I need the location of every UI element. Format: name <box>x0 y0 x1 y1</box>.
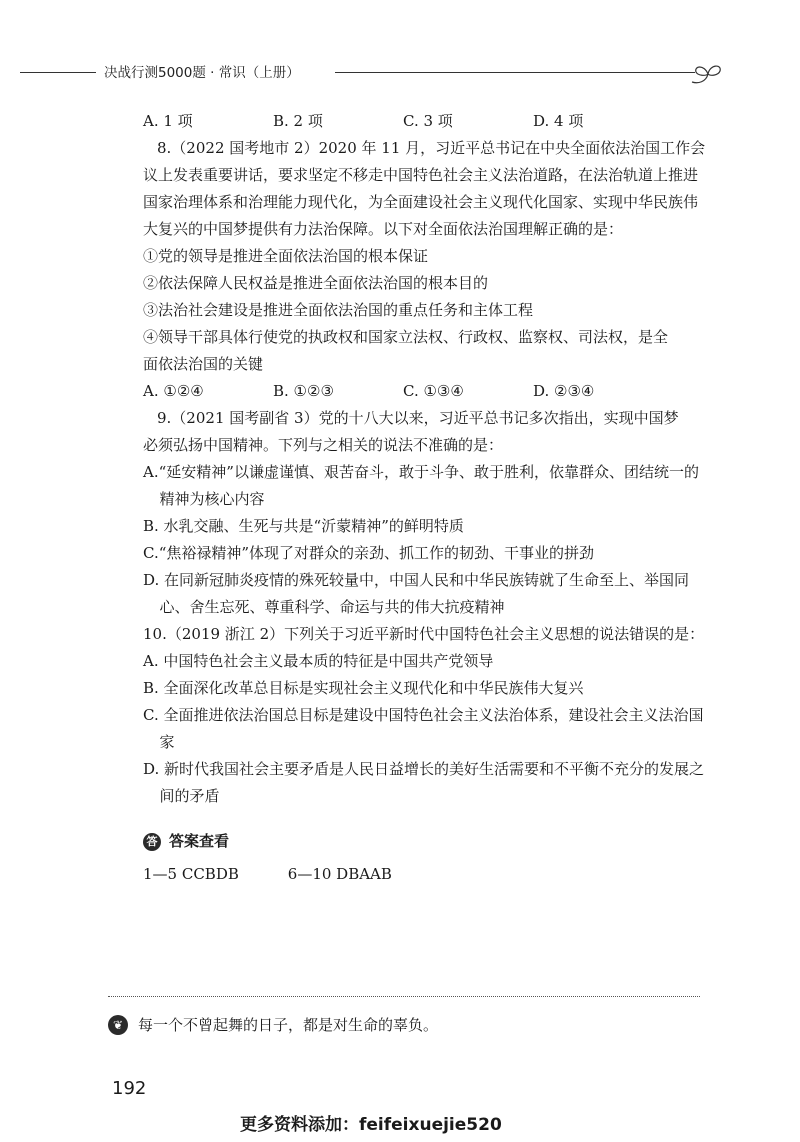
question-9-stem-line: 必须弘扬中国精神。下列与之相关的说法不准确的是： <box>143 436 504 454</box>
option-d: D. 4 项 <box>533 112 584 130</box>
leaf-icon: ❦ <box>108 1015 128 1035</box>
answer-heading-text: 答案查看 <box>169 832 230 850</box>
statement-2: ②依法保障人民权益是推进全面依法治国的根本目的 <box>143 274 489 292</box>
statement-3: ③法治社会建设是推进全面依法治国的重点任务和主体工程 <box>143 301 534 319</box>
option-c: C. 全面推进依法治国总目标是建设中国特色社会主义法治体系，建设社会主义法治国家 <box>143 706 704 751</box>
answer-badge-icon: 答 <box>143 833 161 851</box>
book-title: 决战行测5000题 · 常识（上册） <box>104 65 300 81</box>
question-9 <box>143 405 711 621</box>
question-8-stem-line: 议上发表重要讲话，要求坚定不移走中国特色社会主义法治道路，在法治轨道上推进 <box>143 166 699 184</box>
question-9-stem-line: 9.（2021 国考副省 3）党的十八大以来，习近平总书记多次指出，实现中国梦 <box>157 409 679 427</box>
option-d: D. ②③④ <box>533 382 595 400</box>
motto-text: 每一个不曾起舞的日子，都是对生命的辜负。 <box>138 1016 439 1034</box>
statement-1: ①党的领导是推进全面依法治国的根本保证 <box>143 247 429 265</box>
question-8 <box>143 135 711 405</box>
question-8-options <box>143 378 711 405</box>
motto <box>108 1014 438 1035</box>
option-c: C. 3 项 <box>403 112 453 130</box>
option-a: A. ①②④ <box>143 382 204 400</box>
question-8-stem-line: 国家治理体系和治理能力现代化，为全面建设社会主义现代化国家、实现中华民族伟 <box>143 193 699 211</box>
previous-question-options <box>143 108 711 135</box>
question-10-stem: 10.（2019 浙江 2）下列关于习近平新时代中国特色社会主义思想的说法错误的是： <box>143 625 705 643</box>
option-b: B. 2 项 <box>273 112 323 130</box>
answers-6-10: 6—10 DBAAB <box>287 865 392 883</box>
page-header <box>20 56 720 86</box>
option-b: B. 水乳交融、生死与共是“沂蒙精神”的鲜明特质 <box>143 517 464 535</box>
option-a: A. 1 项 <box>143 112 193 130</box>
option-a: A.“延安精神”以谦虚谨慎、艰苦奋斗，敢于斗争、敢于胜利，依靠群众、团结统一的精神为核心内容 <box>143 463 699 508</box>
option-b: B. ①②③ <box>273 382 334 400</box>
option-c: C.“焦裕禄精神”体现了对群众的亲劲、抓工作的韧劲、干事业的拼劲 <box>143 544 595 562</box>
sprout-icon <box>688 56 728 86</box>
answer-key <box>143 861 711 888</box>
statement-4-cont: 面依法治国的关键 <box>143 355 264 373</box>
dotted-divider <box>108 996 700 997</box>
option-d: D. 在同新冠肺炎疫情的殊死较量中，中国人民和中华民族铸就了生命至上、举国同心、舍生忘死、尊重科学、命运与共的伟大抗疫精神 <box>143 571 690 616</box>
option-c: C. ①③④ <box>403 382 464 400</box>
answer-section-heading <box>143 828 711 855</box>
header-rule-right <box>335 72 695 73</box>
footer-note: 更多资料添加：feifeixuejie520 <box>240 1115 502 1135</box>
option-b: B. 全面深化改革总目标是实现社会主义现代化和中华民族伟大复兴 <box>143 679 584 697</box>
option-d: D. 新时代我国社会主要矛盾是人民日益增长的美好生活需要和不平衡不充分的发展之间的矛盾 <box>143 760 705 805</box>
question-8-stem-line: 大复兴的中国梦提供有力法治保障。以下对全面依法治国理解正确的是： <box>143 220 624 238</box>
header-rule-left <box>20 72 96 73</box>
answers-1-5: 1—5 CCBDB <box>143 865 239 883</box>
question-8-stem-line: 8.（2022 国考地市 2）2020 年 11 月，习近平总书记在中央全面依法治国工作会 <box>157 139 706 157</box>
option-a: A. 中国特色社会主义最本质的特征是中国共产党领导 <box>143 652 494 670</box>
page-number: 192 <box>112 1078 147 1099</box>
statement-4: ④领导干部具体行使党的执政权和国家立法权、行政权、监察权、司法权，是全 <box>143 328 669 346</box>
page-content <box>143 108 711 888</box>
question-10 <box>143 621 711 810</box>
